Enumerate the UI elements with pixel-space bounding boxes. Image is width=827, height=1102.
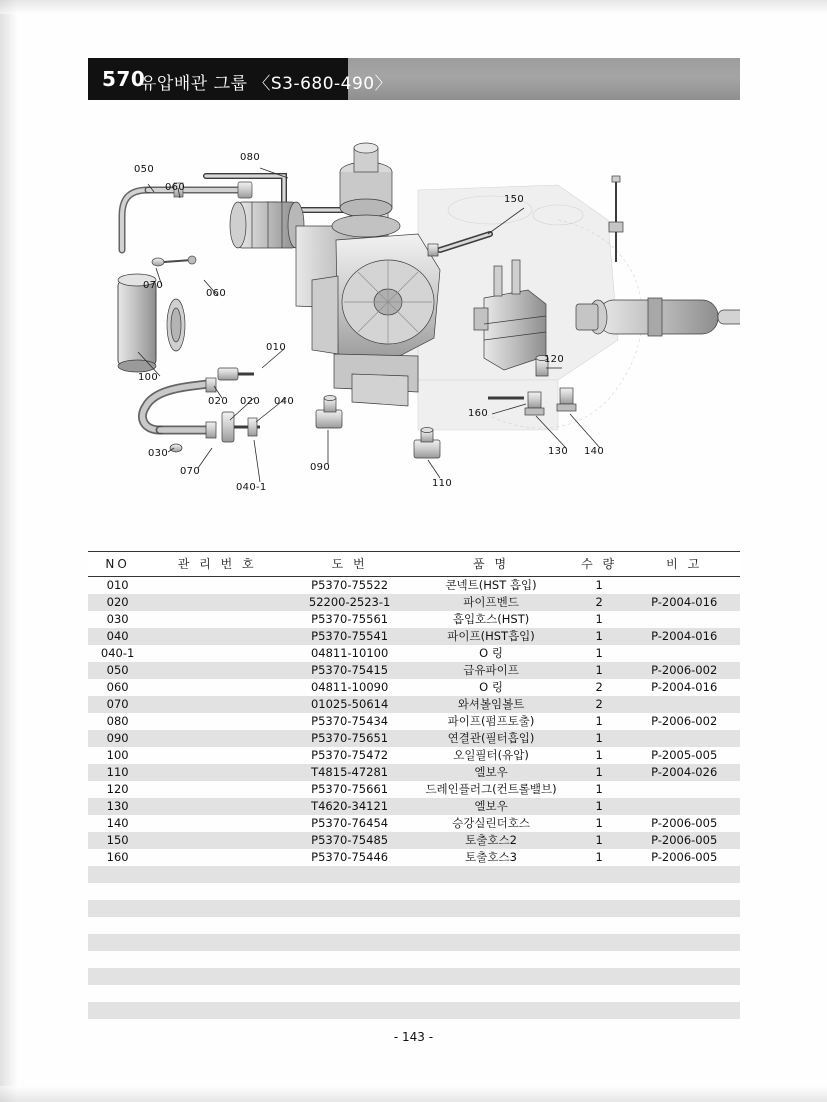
table-row-blank — [88, 968, 740, 985]
cell-remark: P-2004-026 — [628, 764, 740, 781]
cell-blank — [570, 985, 628, 1002]
table-row-blank — [88, 951, 740, 968]
callout-090: 090 — [310, 462, 330, 473]
cell-blank — [628, 900, 740, 917]
cell-blank — [570, 1002, 628, 1019]
table-row — [88, 645, 740, 662]
callout-130: 130 — [548, 446, 568, 457]
cell-qty: 1 — [570, 798, 628, 815]
cell-blank — [628, 968, 740, 985]
cell-name: 콘넥트(HST 흡입) — [445, 578, 537, 592]
cell-mgmt — [147, 764, 287, 781]
header-qty: 수 량 — [570, 552, 628, 577]
cell-qty: 1 — [595, 850, 603, 864]
table-row-blank — [88, 985, 740, 1002]
table-row — [88, 662, 740, 679]
callout-020-b: 020 — [240, 396, 260, 407]
cell-no: 160 — [106, 850, 129, 864]
cell-blank — [88, 900, 147, 917]
cell-mgmt — [147, 611, 287, 628]
cell-blank — [570, 917, 628, 934]
cell-blank — [412, 951, 570, 968]
callout-160: 160 — [468, 408, 488, 419]
cell-blank — [147, 985, 287, 1002]
cell-name: 파이프(펌프토출) — [447, 714, 535, 728]
table-row-blank — [88, 934, 740, 951]
callout-070-lower: 070 — [180, 466, 200, 477]
cell-blank — [570, 883, 628, 900]
cell-blank — [147, 951, 287, 968]
header-name: 품 명 — [412, 552, 570, 577]
cell-no: 150 — [88, 832, 147, 849]
cell-dwg: P5370-75472 — [311, 748, 389, 762]
table-row — [88, 781, 740, 798]
cell-mgmt — [147, 832, 287, 849]
cell-blank — [412, 985, 570, 1002]
cell-remark: P-2006-002 — [628, 662, 740, 679]
table-row-blank — [88, 883, 740, 900]
cell-blank — [147, 866, 287, 883]
cell-remark — [628, 645, 740, 662]
cell-blank — [287, 1002, 412, 1019]
callout-030: 030 — [148, 448, 168, 459]
page-edge-shadow-top — [0, 0, 827, 14]
cell-blank — [628, 985, 740, 1002]
table-row — [88, 815, 740, 832]
cell-mgmt — [147, 645, 287, 662]
callout-010: 010 — [266, 342, 286, 353]
cell-qty: 1 — [595, 578, 603, 592]
callout-140: 140 — [584, 446, 604, 457]
cell-blank — [570, 866, 628, 883]
parts-table-body — [88, 577, 740, 1020]
table-row-blank — [88, 917, 740, 934]
diagram-svg — [88, 130, 740, 520]
cell-dwg: 04811-10100 — [310, 646, 389, 660]
cell-qty: 1 — [595, 714, 603, 728]
header-mgmt: 관 리 번 호 — [147, 552, 287, 577]
parts-table — [88, 551, 740, 1019]
cell-blank — [147, 934, 287, 951]
cell-qty: 1 — [570, 764, 628, 781]
cell-remark: P-2004-016 — [628, 628, 740, 645]
cell-dwg: P5370-75415 — [287, 662, 412, 679]
cell-blank — [88, 866, 147, 883]
header-dwg: 도 번 — [287, 552, 412, 577]
cell-blank — [88, 883, 147, 900]
cell-remark — [628, 730, 740, 747]
cell-qty: 1 — [595, 816, 603, 830]
callout-060-top: 060 — [165, 182, 185, 193]
cell-dwg: 01025-50614 — [287, 696, 412, 713]
table-row-blank — [88, 900, 740, 917]
section-header-band — [88, 58, 740, 100]
cell-remark — [628, 611, 740, 628]
cell-blank — [628, 917, 740, 934]
cell-qty: 1 — [595, 748, 603, 762]
cell-mgmt — [147, 747, 287, 764]
cell-remark: P-2006-005 — [651, 850, 718, 864]
cell-blank — [628, 934, 740, 951]
callout-020-a: 020 — [208, 396, 228, 407]
cell-no: 080 — [106, 714, 129, 728]
cell-qty: 2 — [570, 594, 628, 611]
cell-blank — [287, 951, 412, 968]
cell-mgmt — [147, 781, 287, 798]
callout-060-lower: 060 — [206, 288, 226, 299]
cell-blank — [412, 883, 570, 900]
parts-table-head — [88, 552, 740, 577]
table-row — [88, 679, 740, 696]
cell-no: 070 — [88, 696, 147, 713]
cell-dwg: T4620-34121 — [287, 798, 412, 815]
cell-name: 파이프벤드 — [412, 594, 570, 611]
cell-blank — [147, 883, 287, 900]
header-no: NO — [88, 552, 147, 577]
cell-dwg: T4815-47281 — [287, 764, 412, 781]
cell-no: 090 — [88, 730, 147, 747]
cell-blank — [287, 883, 412, 900]
cell-name: 와셔볼임볼트 — [412, 696, 570, 713]
section-title: 유압배관 그룹 〈S3-680-490〉 — [140, 74, 393, 94]
cell-blank — [412, 1002, 570, 1019]
cell-dwg: P5370-75446 — [311, 850, 389, 864]
cell-blank — [88, 968, 147, 985]
cell-blank — [570, 951, 628, 968]
callout-040: 040 — [274, 396, 294, 407]
cell-qty: 2 — [570, 696, 628, 713]
cell-blank — [412, 968, 570, 985]
cell-no: 060 — [106, 680, 129, 694]
table-row — [88, 730, 740, 747]
cell-name: 드레인플러그(컨트롤밸브) — [425, 782, 557, 796]
table-row — [88, 798, 740, 815]
cell-dwg: 04811-10090 — [310, 680, 389, 694]
cell-blank — [147, 900, 287, 917]
cell-dwg: P5370-75651 — [287, 730, 412, 747]
cell-no: 020 — [88, 594, 147, 611]
cell-remark — [628, 798, 740, 815]
cell-blank — [412, 866, 570, 883]
table-row — [88, 832, 740, 849]
cell-blank — [147, 1002, 287, 1019]
cell-remark — [628, 577, 740, 595]
callout-050: 050 — [134, 164, 154, 175]
cell-remark: P-2004-016 — [651, 680, 718, 694]
cell-mgmt — [147, 594, 287, 611]
page-edge-shadow-left — [0, 0, 18, 1102]
cell-dwg: P5370-75561 — [311, 612, 389, 626]
cell-name: 승강실린더호스 — [452, 816, 530, 830]
cell-mgmt — [147, 577, 287, 595]
cell-mgmt — [147, 662, 287, 679]
table-header-row — [88, 552, 740, 577]
table-row — [88, 611, 740, 628]
cell-no: 030 — [106, 612, 129, 626]
section-number: 570 — [102, 67, 146, 91]
cell-name: 흡입호스(HST) — [452, 612, 530, 626]
cell-qty: 1 — [570, 628, 628, 645]
cell-blank — [88, 917, 147, 934]
table-row — [88, 594, 740, 611]
cell-name: 오일필터(유압) — [453, 748, 529, 762]
cell-name: O 링 — [479, 646, 503, 660]
cell-no: 110 — [88, 764, 147, 781]
callout-070-upper: 070 — [143, 280, 163, 291]
cell-mgmt — [147, 713, 287, 730]
cell-blank — [88, 951, 147, 968]
cell-name: 엘보우 — [412, 764, 570, 781]
callout-040-1: 040-1 — [236, 482, 267, 493]
cell-dwg: P5370-75522 — [311, 578, 389, 592]
page-edge-shadow-bottom — [0, 1086, 827, 1102]
cell-no: 120 — [106, 782, 129, 796]
cell-no: 050 — [88, 662, 147, 679]
cell-dwg: P5370-75485 — [287, 832, 412, 849]
cell-blank — [287, 985, 412, 1002]
cell-blank — [628, 1002, 740, 1019]
callout-110: 110 — [432, 478, 452, 489]
table-row-blank — [88, 1002, 740, 1019]
cell-remark: P-2004-016 — [628, 594, 740, 611]
table-row — [88, 849, 740, 866]
table-row — [88, 713, 740, 730]
cell-name: 엘보우 — [412, 798, 570, 815]
cell-qty: 1 — [570, 832, 628, 849]
cell-name: 토출호스2 — [412, 832, 570, 849]
cell-blank — [570, 934, 628, 951]
parts-table-container — [88, 551, 740, 1019]
cell-blank — [570, 968, 628, 985]
cell-no: 010 — [106, 578, 129, 592]
cell-blank — [287, 866, 412, 883]
cell-qty: 1 — [595, 646, 603, 660]
cell-blank — [628, 883, 740, 900]
cell-qty: 1 — [595, 782, 603, 796]
callout-080: 080 — [240, 152, 260, 163]
cell-qty: 1 — [570, 730, 628, 747]
cell-name: 토출호스3 — [465, 850, 517, 864]
cell-qty: 1 — [595, 612, 603, 626]
cell-name: 연결관(필터흡입) — [412, 730, 570, 747]
cell-mgmt — [147, 679, 287, 696]
cell-blank — [412, 900, 570, 917]
cell-blank — [570, 900, 628, 917]
cell-dwg: 52200-2523-1 — [287, 594, 412, 611]
table-row — [88, 747, 740, 764]
table-row — [88, 696, 740, 713]
cell-remark — [628, 781, 740, 798]
table-row-blank — [88, 866, 740, 883]
cell-no: 040-1 — [100, 646, 135, 660]
exploded-parts-diagram — [88, 130, 740, 520]
cell-mgmt — [147, 798, 287, 815]
cell-remark: P-2006-005 — [628, 832, 740, 849]
cell-blank — [412, 934, 570, 951]
cell-no: 100 — [106, 748, 129, 762]
cell-blank — [88, 985, 147, 1002]
cell-remark: P-2006-002 — [651, 714, 718, 728]
cell-blank — [412, 917, 570, 934]
cell-dwg: P5370-75541 — [287, 628, 412, 645]
cell-mgmt — [147, 815, 287, 832]
cell-blank — [287, 934, 412, 951]
cell-no: 130 — [88, 798, 147, 815]
cell-blank — [88, 934, 147, 951]
cell-blank — [287, 968, 412, 985]
table-row — [88, 628, 740, 645]
cell-dwg: P5370-76454 — [311, 816, 389, 830]
cell-blank — [628, 866, 740, 883]
cell-qty: 2 — [595, 680, 603, 694]
cell-no: 140 — [106, 816, 129, 830]
cell-no: 040 — [88, 628, 147, 645]
header-remark: 비 고 — [628, 552, 740, 577]
cell-blank — [147, 917, 287, 934]
cell-name: O 링 — [479, 680, 503, 694]
cell-blank — [287, 900, 412, 917]
cell-blank — [88, 1002, 147, 1019]
cell-qty: 1 — [570, 662, 628, 679]
table-row — [88, 577, 740, 595]
cell-dwg: P5370-75661 — [311, 782, 389, 796]
cell-remark: P-2005-005 — [651, 748, 718, 762]
cell-blank — [147, 968, 287, 985]
cell-blank — [628, 951, 740, 968]
cell-name: 파이프(HST흡입) — [412, 628, 570, 645]
cell-blank — [287, 917, 412, 934]
cell-mgmt — [147, 849, 287, 866]
cell-mgmt — [147, 628, 287, 645]
callout-150: 150 — [504, 194, 524, 205]
page-number: - 143 - — [393, 1030, 434, 1044]
table-row — [88, 764, 740, 781]
cell-remark — [628, 696, 740, 713]
cell-mgmt — [147, 730, 287, 747]
callout-100: 100 — [138, 372, 158, 383]
callout-120: 120 — [544, 354, 564, 365]
cell-mgmt — [147, 696, 287, 713]
cell-dwg: P5370-75434 — [311, 714, 389, 728]
cell-name: 급유파이프 — [412, 662, 570, 679]
cell-remark: P-2006-005 — [651, 816, 718, 830]
